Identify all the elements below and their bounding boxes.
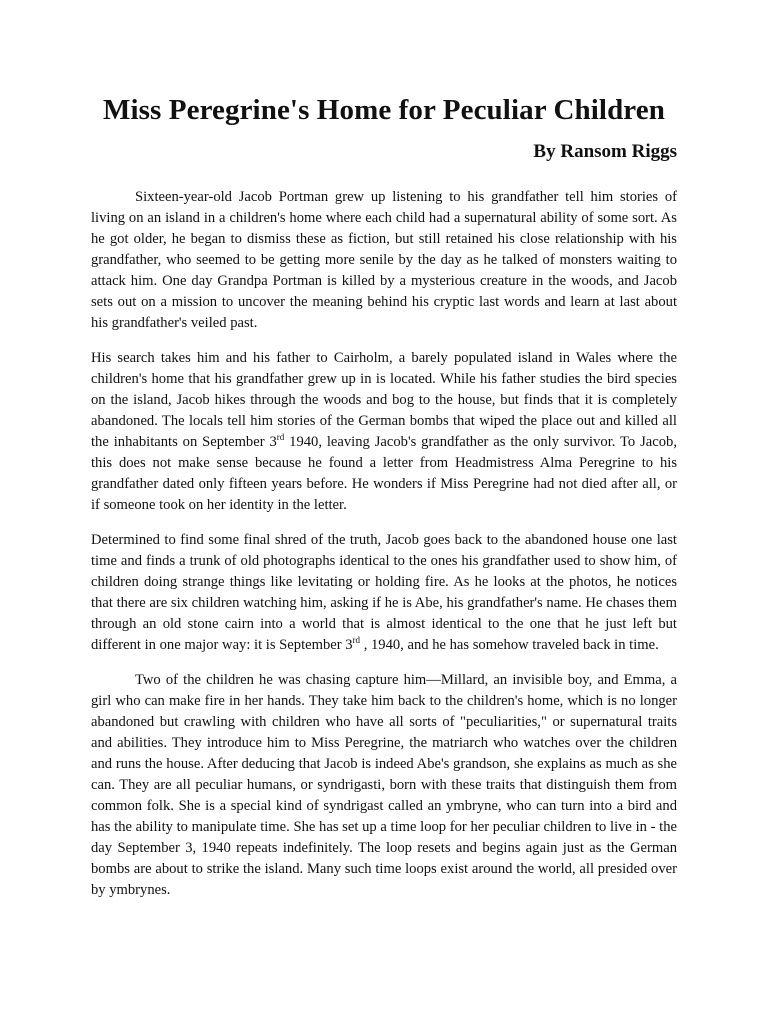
paragraph-2 bbox=[91, 348, 677, 516]
paragraph-4: Two of the children he was chasing capture him—Millard, an invisible boy, and Emma, a girl who can make fire in her hands. They take him back to the children's home, which is no longer abandoned but crawling with children who have all sorts of "peculiarities," or supernatural traits and abilities. They introduce him to Miss Peregrine, the matriarch who watches over the children and runs the house. After deducing that Jacob is indeed Abe's grandson, she explains as much as she can. They are all peculiar humans, or syndrigasti, born with these traits that distinguish them from common folk. She is a special kind of syndrigast called an ymbryne, who can turn into a bird and has the ability to manipulate time. She has set up a time loop for her peculiar children to live in - the day September 3, 1940 repeats indefinitely. The loop resets and begins again just as the German bombs are about to strike the island. Many such time loops exist around the world, all presided over by ymbrynes. bbox=[91, 672, 677, 898]
paragraph-2-text-after: 1940, leaving Jacob's grandfather as the only survivor. To Jacob, this does not make sense because he found a letter from Headmistress Alma Peregrine to his grandfather dated only fifteen years before. He wonders if Miss Peregrine had not died after all, or if someone took on her identity in the letter. bbox=[91, 434, 677, 513]
paragraph-2-text-before: His search takes him and his father to Cairholm, a barely populated island in Wales where the children's home that his grandfather grew up in is located. While his father studies the bird species on the island, Jacob hikes through the woods and bog to the house, but finds that it is completely abandoned. The locals tell him stories of the German bombs that wiped the place out and killed all the inhabitants on September 3 bbox=[91, 350, 677, 450]
paragraph-3-text-after: , 1940, and he has somehow traveled back in time. bbox=[360, 637, 659, 653]
paragraph-3-text-before: Determined to find some final shred of the truth, Jacob goes back to the abandoned house one last time and finds a trunk of old photographs identical to the ones his grandfather used to show him, of children doing strange things like levitating or holding fire. As he looks at the photos, he notices that there are six children watching him, asking if he is Abe, his grandfather's name. He chases them through an old stone cairn into a world that is almost identical to the one that he just left but different in one major way: it is September 3 bbox=[91, 532, 677, 653]
document-title: Miss Peregrine's Home for Peculiar Children bbox=[103, 94, 665, 126]
paragraph-1: Sixteen-year-old Jacob Portman grew up listening to his grandfather tell him stories of living on an island in a children's home where each child had a supernatural ability of some sort. As he got older, he began to dismiss these as fiction, but still retained his close relationship with his grandfather, who seemed to be getting more senile by the day as he talked of monsters waiting to attack him. One day Grandpa Portman is killed by a mysterious creature in the woods, and Jacob sets out on a mission to uncover the meaning behind his cryptic last words and learn at last about his grandfather's veiled past. bbox=[91, 189, 677, 331]
paragraph-2-superscript: rd bbox=[276, 432, 285, 442]
paragraph-3-superscript: rd bbox=[352, 635, 361, 645]
document-author: By Ransom Riggs bbox=[533, 141, 677, 162]
paragraph-3 bbox=[91, 530, 677, 656]
